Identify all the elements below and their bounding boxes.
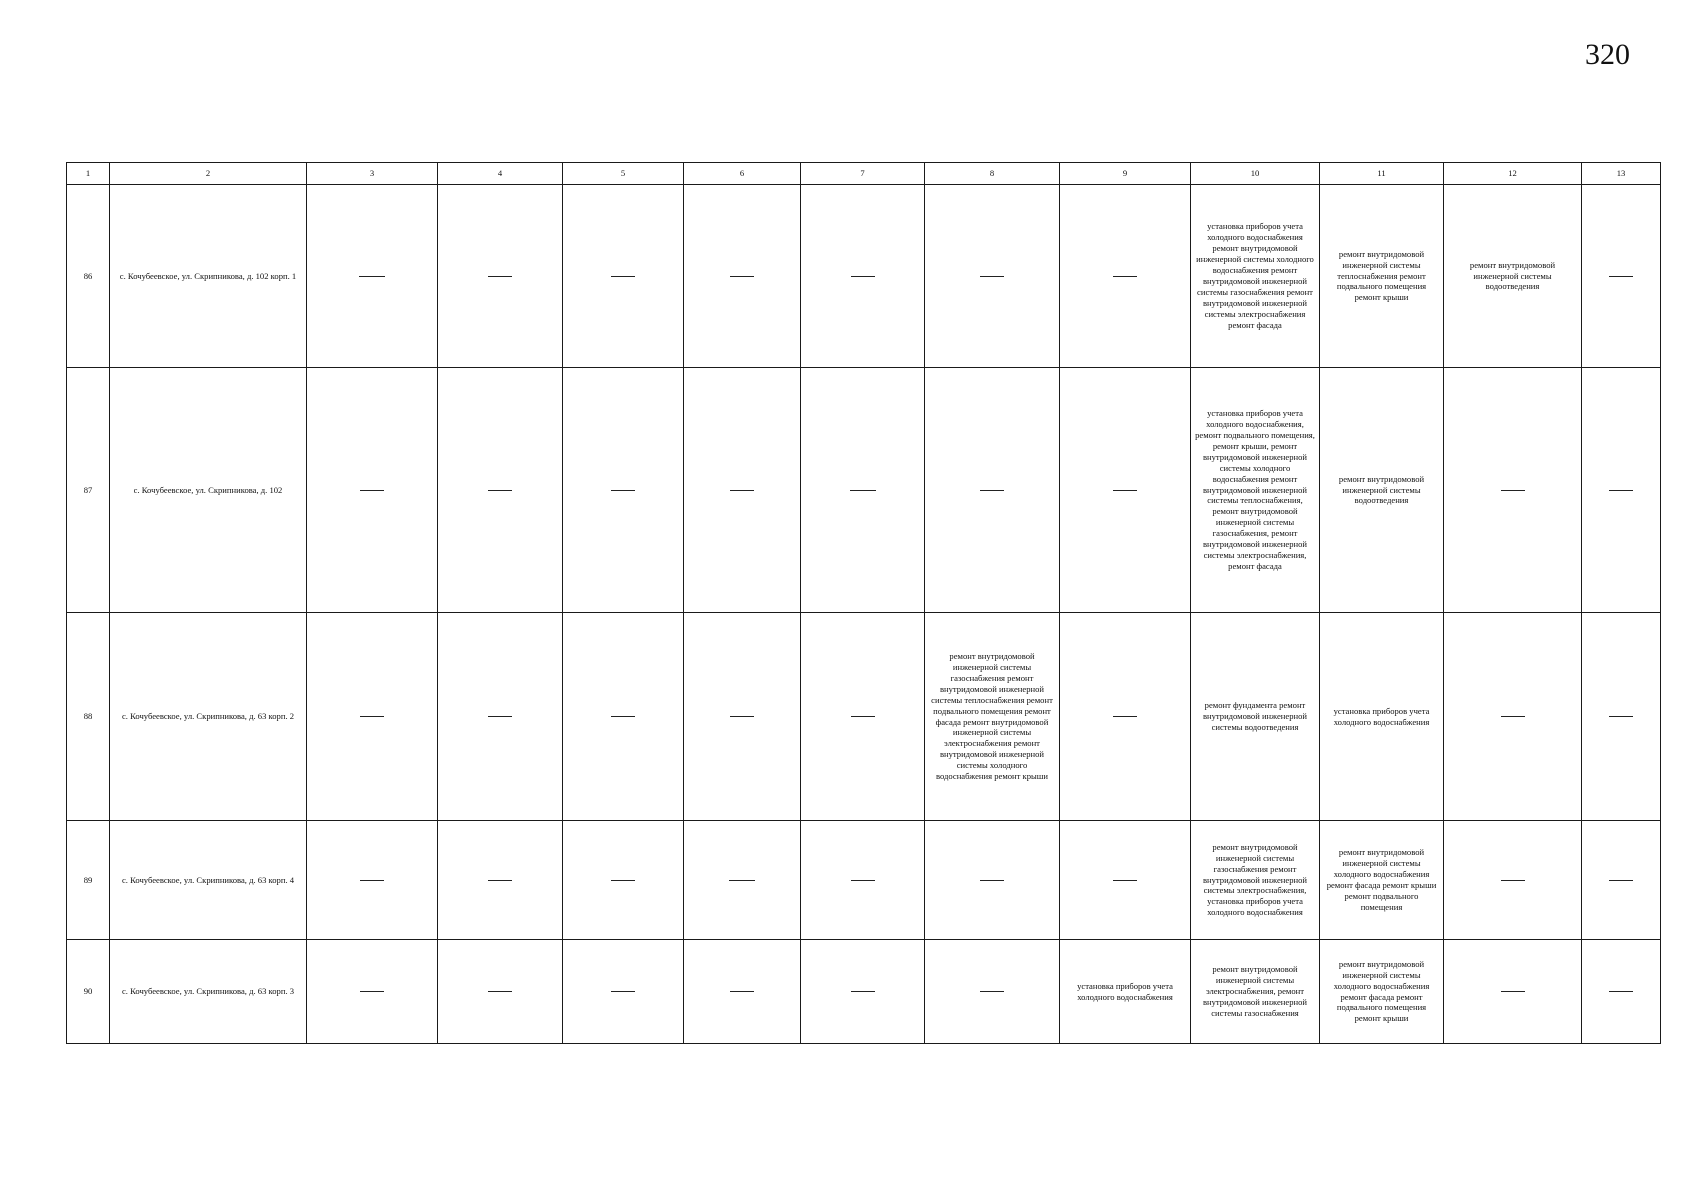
empty-cell [925,368,1060,613]
empty-cell [1582,940,1661,1044]
column-number: 5 [563,163,684,185]
dash-mark [851,991,875,992]
empty-cell [1444,940,1582,1044]
works-cell: установка приборов учета холодного водоснабжения [1060,940,1191,1044]
empty-cell [307,821,438,940]
dash-mark [1113,716,1137,717]
dash-mark [729,880,755,881]
row-number: 87 [67,368,110,613]
row-number: 90 [67,940,110,1044]
empty-cell [307,185,438,368]
works-cell: установка приборов учета холодного водоснабжения, ремонт подвального помещения, ремонт крыши, ремонт внутридомовой инженерной системы холодного водоснабжения ремонт внутридомовой инженерной системы теплоснабжения, ремонт внутридомовой инженерной системы газоснабжения, ремонт внутридомовой инженерной системы электроснабжения, ремонт фасада [1191,368,1320,613]
dash-mark [611,716,635,717]
column-number: 10 [1191,163,1320,185]
works-cell: ремонт внутридомовой инженерной системы газоснабжения ремонт внутридомовой инженерной системы теплоснабжения ремонт подвального помещения ремонт фасада ремонт внутридомовой инженерной системы электроснабжения ремонт внутридомовой инженерной системы холодного водоснабжения ремонт крыши [925,613,1060,821]
dash-mark [730,490,754,491]
dash-mark [360,880,384,881]
empty-cell [801,185,925,368]
dash-mark [1113,276,1137,277]
empty-cell [307,368,438,613]
row-number: 88 [67,613,110,821]
dash-mark [1113,490,1137,491]
works-cell: ремонт внутридомовой инженерной системы электроснабжения, ремонт внутридомовой инженерной системы газоснабжения [1191,940,1320,1044]
dash-mark [360,716,384,717]
dash-mark [359,276,385,277]
dash-mark [611,880,635,881]
empty-cell [801,821,925,940]
table-row [67,368,1661,613]
column-number: 4 [438,163,563,185]
column-number: 12 [1444,163,1582,185]
dash-mark [980,991,1004,992]
dash-mark [851,880,875,881]
empty-cell [1060,185,1191,368]
column-number: 1 [67,163,110,185]
empty-cell [1444,821,1582,940]
column-number: 2 [110,163,307,185]
empty-cell [307,613,438,821]
dash-mark [1609,880,1633,881]
renovation-table [66,162,1661,1044]
empty-cell [563,368,684,613]
dash-mark [1113,880,1137,881]
dash-mark [980,490,1004,491]
empty-cell [307,940,438,1044]
dash-mark [488,880,512,881]
row-number: 89 [67,821,110,940]
page-number: 320 [1585,38,1630,71]
empty-cell [438,940,563,1044]
table-row [67,821,1661,940]
works-cell: ремонт внутридомовой инженерной системы газоснабжения ремонт внутридомовой инженерной системы электроснабжения, установка приборов учета холодного водоснабжения [1191,821,1320,940]
dash-mark [360,991,384,992]
column-number: 9 [1060,163,1191,185]
dash-mark [488,276,512,277]
address-cell: с. Кочубеевское, ул. Скрипникова, д. 102 [110,368,307,613]
column-number: 8 [925,163,1060,185]
column-number: 3 [307,163,438,185]
dash-mark [1609,991,1633,992]
address-cell: с. Кочубеевское, ул. Скрипникова, д. 63 корп. 3 [110,940,307,1044]
dash-mark [611,991,635,992]
works-cell: установка приборов учета холодного водоснабжения [1320,613,1444,821]
empty-cell [438,613,563,821]
dash-mark [1501,991,1525,992]
empty-cell [1582,185,1661,368]
empty-cell [1582,613,1661,821]
works-cell: установка приборов учета холодного водоснабжения ремонт внутридомовой инженерной системы холодного водоснабжения ремонт внутридомовой инженерной системы газоснабжения ремонт внутридомовой инженерной системы электроснабжения ремонт фасада [1191,185,1320,368]
column-number: 13 [1582,163,1661,185]
empty-cell [925,821,1060,940]
dash-mark [730,991,754,992]
empty-cell [801,613,925,821]
table-row [67,185,1661,368]
table-row [67,613,1661,821]
empty-cell [438,821,563,940]
column-number: 11 [1320,163,1444,185]
empty-cell [684,613,801,821]
table-row [67,940,1661,1044]
dash-mark [611,490,635,491]
dash-mark [1501,490,1525,491]
empty-cell [1444,613,1582,821]
row-number: 86 [67,185,110,368]
empty-cell [438,185,563,368]
dash-mark [851,276,875,277]
column-number: 7 [801,163,925,185]
works-cell: ремонт внутридомовой инженерной системы теплоснабжения ремонт подвального помещения ремонт крыши [1320,185,1444,368]
works-cell: ремонт фундамента ремонт внутридомовой инженерной системы водоотведения [1191,613,1320,821]
dash-mark [851,716,875,717]
dash-mark [611,276,635,277]
empty-cell [1444,368,1582,613]
dash-mark [850,490,876,491]
empty-cell [801,940,925,1044]
dash-mark [360,490,384,491]
works-cell: ремонт внутридомовой инженерной системы водоотведения [1444,185,1582,368]
column-number-row [67,163,1661,185]
empty-cell [563,613,684,821]
works-cell: ремонт внутридомовой инженерной системы холодного водоснабжения ремонт фасада ремонт крыши ремонт подвального помещения [1320,821,1444,940]
dash-mark [730,716,754,717]
works-cell: ремонт внутридомовой инженерной системы водоотведения [1320,368,1444,613]
empty-cell [1060,821,1191,940]
dash-mark [980,276,1004,277]
empty-cell [684,821,801,940]
empty-cell [684,368,801,613]
dash-mark [1609,716,1633,717]
address-cell: с. Кочубеевское, ул. Скрипникова, д. 63 корп. 2 [110,613,307,821]
address-cell: с. Кочубеевское, ул. Скрипникова, д. 63 корп. 4 [110,821,307,940]
empty-cell [563,821,684,940]
column-number: 6 [684,163,801,185]
empty-cell [684,185,801,368]
empty-cell [1060,613,1191,821]
dash-mark [1501,880,1525,881]
empty-cell [925,185,1060,368]
address-cell: с. Кочубеевское, ул. Скрипникова, д. 102 корп. 1 [110,185,307,368]
empty-cell [438,368,563,613]
empty-cell [801,368,925,613]
empty-cell [1060,368,1191,613]
dash-mark [488,490,512,491]
empty-cell [925,940,1060,1044]
empty-cell [684,940,801,1044]
dash-mark [488,716,512,717]
works-cell: ремонт внутридомовой инженерной системы холодного водоснабжения ремонт фасада ремонт подвального помещения ремонт крыши [1320,940,1444,1044]
dash-mark [1609,276,1633,277]
dash-mark [730,276,754,277]
dash-mark [1501,716,1525,717]
empty-cell [1582,821,1661,940]
empty-cell [563,940,684,1044]
dash-mark [1609,490,1633,491]
empty-cell [563,185,684,368]
dash-mark [488,991,512,992]
empty-cell [1582,368,1661,613]
dash-mark [980,880,1004,881]
